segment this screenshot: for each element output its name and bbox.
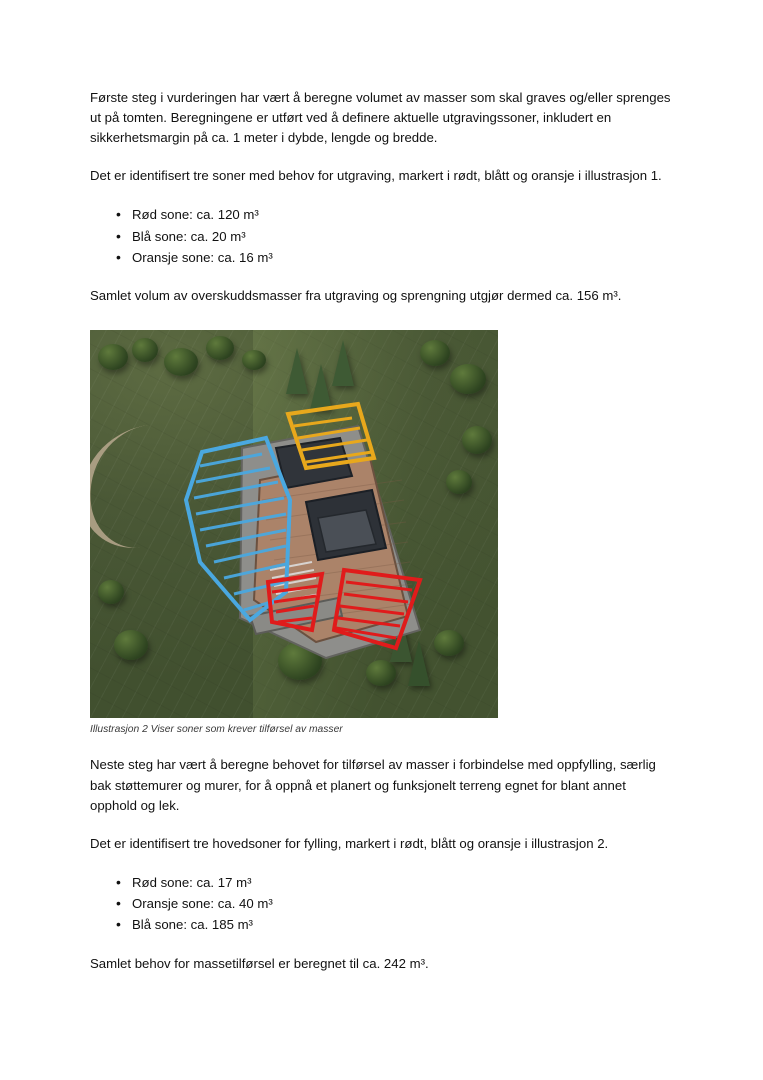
- fill-volume-list: [90, 872, 673, 936]
- site-plan-3d-render: [90, 330, 498, 718]
- paragraph-total-fill: Samlet behov for massetilførsel er beregnet til ca. 242 m³.: [90, 955, 429, 971]
- building-structures: [90, 330, 498, 718]
- list-item: • Rød sone: ca. 120 m³: [132, 204, 673, 225]
- paragraph-total-excavation: Samlet volum av overskuddsmasser fra utgraving og sprengning utgjør dermed ca. 156 m³.: [90, 288, 622, 304]
- site-geometry: [90, 330, 498, 718]
- figure-illustration-2: [90, 330, 673, 735]
- figure-caption: Illustrasjon 2 Viser soner som krever tilførsel av masser: [90, 724, 343, 736]
- list-item: • Oransje sone: ca. 16 m³: [132, 247, 673, 268]
- list-item: • Rød sone: ca. 17 m³: [132, 872, 673, 893]
- paragraph-fill-intro: Neste steg har vært å beregne behovet for tilførsel av masser i forbindelse med oppfylling, særlig bak støttemurer og murer, for å oppnå et planert og funksjonelt terreng egnet for blant annet opphold og lek.: [90, 757, 656, 813]
- paragraph-excavation-zones: Det er identifisert tre soner med behov for utgraving, markert i rødt, blått og oransje i illustrasjon 1.: [90, 168, 662, 184]
- excavation-volume-list: [90, 204, 673, 268]
- paragraph-fill-zones: Det er identifisert tre hovedsoner for fylling, markert i rødt, blått og oransje i illustrasjon 2.: [90, 835, 609, 851]
- list-item: • Blå sone: ca. 20 m³: [132, 226, 673, 247]
- list-item: • Oransje sone: ca. 40 m³: [132, 893, 673, 914]
- paragraph-intro: Første steg i vurderingen har vært å beregne volumet av masser som skal graves og/eller sprenges ut på tomten. Beregningene er utført ved å definere aktuelle utgravingssoner, inkludert en sikkerhetsmargin på ca. 1 meter i dybde, lengde og bredde.: [90, 90, 671, 146]
- list-item: • Blå sone: ca. 185 m³: [132, 914, 673, 935]
